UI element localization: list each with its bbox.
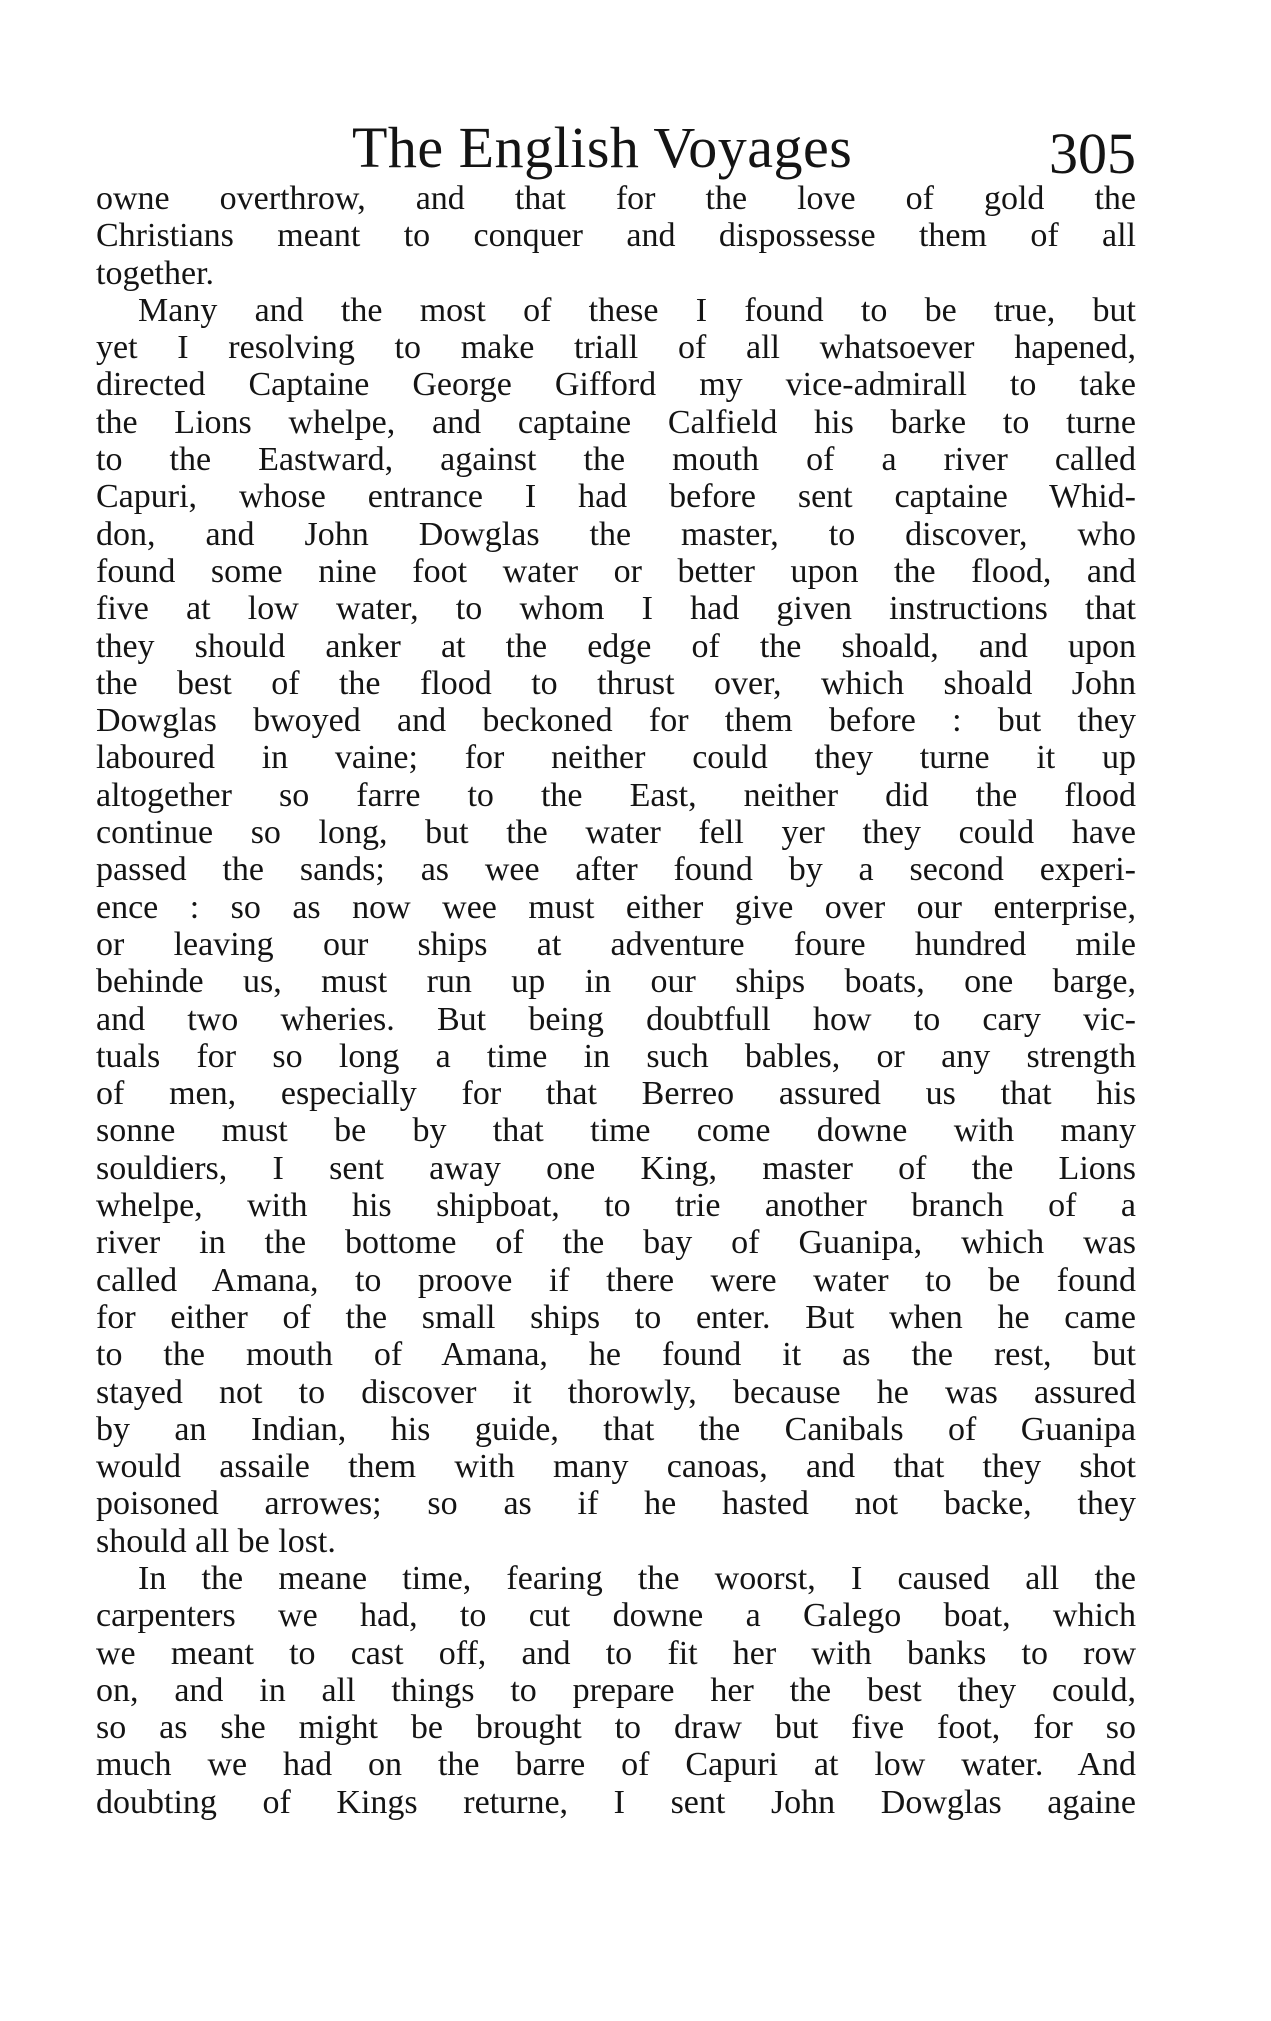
text-line: owne overthrow, and that for the love of gold the [96, 180, 1136, 217]
text-line: sonne must be by that time come downe with many [96, 1112, 1136, 1150]
text-line: passed the sands; as wee after found by a second experi- [96, 851, 1136, 889]
text-line: on, and in all things to prepare her the best they could, [96, 1671, 1136, 1709]
text-line: called Amana, to proove if there were water to be found [96, 1261, 1136, 1299]
text-line: poisoned arrowes; so as if he hasted not backe, they [96, 1485, 1136, 1523]
text-line: altogether so farre to the East, neither did the flood [96, 776, 1136, 814]
text-line: and two wheries. But being doubtfull how to cary vic- [96, 1000, 1136, 1038]
text-line: continue so long, but the water fell yer they could have [96, 814, 1136, 852]
text-line: behinde us, must run up in our ships boats, one barge, [96, 963, 1136, 1001]
text-line: doubting of Kings returne, I sent John Dowglas againe [96, 1783, 1136, 1821]
text-line: Capuri, whose entrance I had before sent captaine Whid- [96, 478, 1136, 516]
text-line: river in the bottome of the bay of Guanipa, which was [96, 1224, 1136, 1262]
text-line: five at low water, to whom I had given instructions that [96, 590, 1136, 628]
text-line: Christians meant to conquer and dispossesse them of all [96, 217, 1136, 255]
text-line: to the Eastward, against the mouth of a river called [96, 441, 1136, 479]
text-line: don, and John Dowglas the master, to discover, who [96, 515, 1136, 553]
text-line: stayed not to discover it thorowly, because he was assured [96, 1373, 1136, 1411]
text-line: whelpe, with his shipboat, to trie another branch of a [96, 1187, 1136, 1225]
paragraph-first-line: Many and the most of these I found to be true, but [138, 291, 1136, 329]
text-line: to the mouth of Amana, he found it as the rest, but [96, 1336, 1136, 1374]
body-text [96, 180, 1136, 1821]
text-line: the Lions whelpe, and captaine Calfield his barke to turne [96, 403, 1136, 441]
text-line: together. [96, 254, 215, 292]
text-line: found some nine foot water or better upon the flood, and [96, 552, 1136, 590]
text-line: so as she might be brought to draw but five foot, for so [96, 1709, 1136, 1747]
text-line: much we had on the barre of Capuri at low water. And [96, 1746, 1136, 1784]
text-line: tuals for so long a time in such bables, or any strength [96, 1037, 1136, 1075]
text-line: should all be lost. [96, 1522, 336, 1560]
text-line: by an Indian, his guide, that the Canibals of Guanipa [96, 1410, 1136, 1448]
text-line: yet I resolving to make triall of all whatsoever hapened, [96, 329, 1136, 367]
text-line: would assaile them with many canoas, and that they shot [96, 1448, 1136, 1486]
text-line: souldiers, I sent away one King, master of the Lions [96, 1149, 1136, 1187]
running-head [96, 108, 1136, 188]
running-title: The English Voyages [352, 115, 853, 180]
text-line: we meant to cast off, and to fit her with banks to row [96, 1634, 1136, 1672]
page-number: 305 [1049, 121, 1136, 186]
text-line: Dowglas bwoyed and beckoned for them before : but they [96, 702, 1136, 740]
text-line: or leaving our ships at adventure foure hundred mile [96, 925, 1136, 963]
text-line: ence : so as now wee must either give over our enterprise, [96, 888, 1136, 926]
paragraph-first-line: In the meane time, fearing the woorst, I caused all the [138, 1559, 1136, 1597]
text-line: of men, especially for that Berreo assured us that his [96, 1075, 1136, 1113]
text-line: laboured in vaine; for neither could they turne it up [96, 739, 1136, 777]
text-line: the best of the flood to thrust over, which shoald John [96, 664, 1136, 702]
text-line: for either of the small ships to enter. But when he came [96, 1298, 1136, 1336]
text-line: they should anker at the edge of the shoald, and upon [96, 627, 1136, 665]
text-line: directed Captaine George Gifford my vice-admirall to take [96, 366, 1136, 404]
text-line: carpenters we had, to cut downe a Galego boat, which [96, 1597, 1136, 1635]
